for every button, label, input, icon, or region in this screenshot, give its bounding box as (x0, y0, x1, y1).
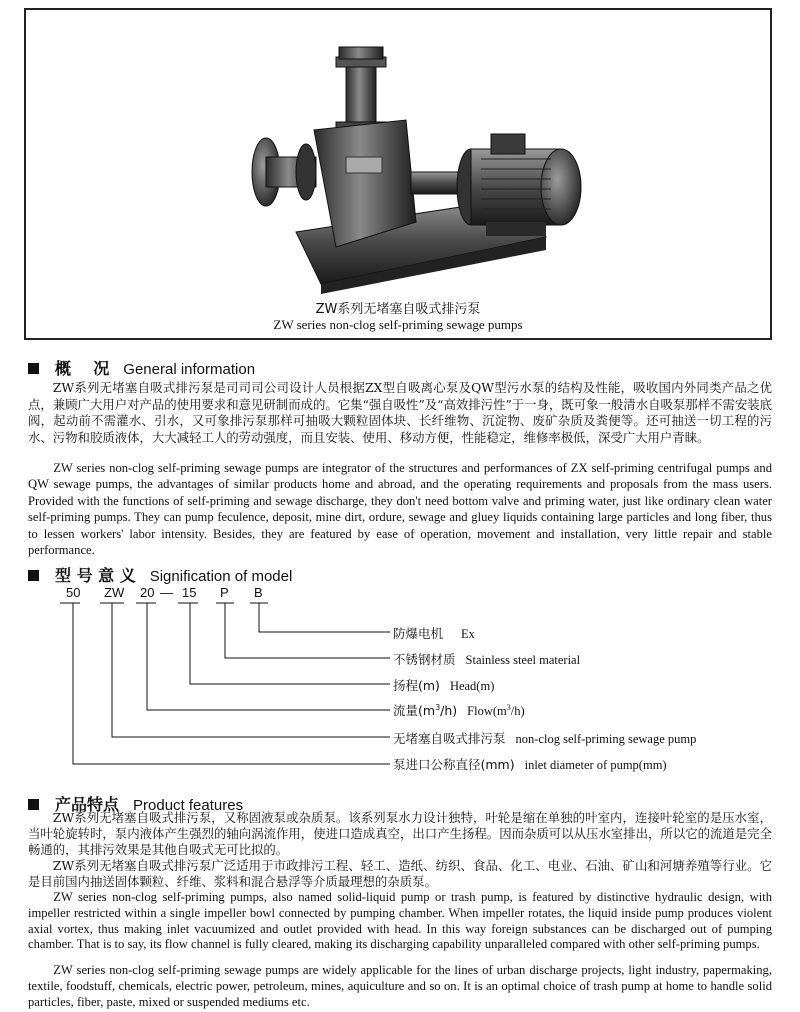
code-series: ZW (104, 585, 125, 600)
code-head: 15 (182, 585, 197, 600)
legend-row-flow (393, 701, 525, 719)
legend-row-stainless (393, 650, 580, 668)
code-explosion-proof: B (254, 585, 263, 600)
legend-series-cn: 无堵塞自吸式排污泵 (393, 731, 506, 746)
features-heading-cn: 产品特点 (55, 795, 120, 814)
photo-caption-en: ZW series non-clog self-priming sewage pumps (273, 317, 523, 332)
features-heading-en: Product features (133, 797, 244, 814)
features-paragraph-cn-1: ZW系列无堵塞自吸式排污泵，又称固液泵或杂质泵。该系列泵水力设计独特，叶轮是缩在单独的叶室内，连接叶轮室的是压水室，当叶轮旋转时，泵内液体产生强烈的轴向涡流作用，使进口造成真空，出口产生扬程。因而杂质可以从压水室排出，所以它的流道是完全畅通的，其排污效果是其他自吸式无可比拟的。 (28, 810, 772, 857)
code-dash: — (160, 585, 173, 600)
features-paragraph-en-1: ZW series non-clog self-priming pumps, also named solid-liquid pump or trash pump, is featured by distinctive hydraulic design, with impeller restricted within a single impeller bowl connected by pumping chamber. When impeller rotates, the liquid inside pump produces violent axial vortex, thus making inlet vacuumized and outlet provided with head. In this way foreign substances can be discharged out of pumping chamber. That is to say, its flow channel is fully cleared, making its discharging capability unparalleled compared with other self-priming pumps. (28, 890, 772, 952)
legend-inlet-cn: 泵进口公称直径(mm) (393, 757, 515, 772)
code-inlet-diameter: 50 (66, 585, 81, 600)
photo-caption-cn: ZW系列无堵塞自吸式排污泵 (315, 302, 481, 317)
legend-flow-en: $Flow(m^3/h)$ (467, 702, 525, 718)
general-heading-en: General information (123, 361, 256, 378)
bullet-square-icon (28, 799, 39, 810)
general-heading-cn: 概 况 (55, 359, 110, 378)
features-paragraph-cn-2: ZW系列无堵塞自吸式排污泵广泛适用于市政排污工程、轻工、造纸、纺织、食品、化工、电业、石油、矿山和河塘养殖等行业。它是目前国内抽送固体颗粒、纤维、浆料和混合悬浮等介质最理想的杂质泵。 (28, 858, 772, 889)
legend-stainless-en: Stainless steel material (465, 653, 581, 667)
legend-inlet-en: inlet diameter of pump(mm) (524, 758, 667, 772)
legend-head-cn: 扬程(m) (393, 678, 440, 693)
legend-ex-cn: 防爆电机 (393, 626, 444, 641)
legend-row-inlet (393, 755, 667, 773)
legend-ex-en: Ex (461, 627, 475, 641)
legend-row-ex (393, 624, 475, 642)
legend-row-series (393, 729, 696, 747)
code-stainless: P (220, 585, 229, 600)
code-flow: 20 (140, 585, 155, 600)
general-paragraph-cn: ZW系列无堵塞自吸式排污泵是司司司公司设计人员根据ZX型自吸离心泵及QW型污水泵的结构及性能，吸收国内外同类产品之优点，兼顾广大用户对产品的使用要求和意见研制而成的。它集“强自吸性”及“高效排污性”于一身，既可象一般清水自吸泵那样不需安装底阀，起动前不需灌水、引水，又可象排污泵那样可抽吸大颗粒固体块、长纤维物、沉淀物、废矿杂质及粪便等。还可抽送一切工程的污水、污物和胶质液体，大大减轻工人的劳动强度，而且安装、使用、移动方便，性能稳定，维修率极低，深受广大用户青睐。 (28, 380, 772, 445)
legend-stainless-cn: 不锈钢材质 (393, 652, 456, 667)
features-paragraph-en-2: ZW series non-clog self-priming sewage pumps are widely applicable for the lines of urban discharge projects, light industry, papermaking, textile, foodstuff, chemicals, electric power, petroleum, mines, aquiculture and so on. It is an optimal choice of trash pump at home to handle solid particles, fiber, paste, mixed or suspended mediums etc. (28, 963, 772, 1009)
legend-series-en: non-clog self-priming sewage pump (515, 732, 697, 746)
model-heading-en: Signification of model (149, 568, 293, 585)
model-heading-cn: 型 号 意 义 (55, 566, 136, 585)
legend-row-head (393, 676, 494, 694)
legend-flow-cn: 流量$(m^3/h)$ (393, 702, 458, 718)
general-paragraph-en: ZW series non-clog self-priming sewage pumps are integrator of the structures and performances of ZX self-priming centrifugal pumps and QW sewage pumps, the advantages of similar products home and abroad, and the operating requirements and proposals from the mass users. Provided with the functions of self-priming and sewage discharge, they don't need bottom valve and priming water, just like ordinary clean water self-priming pumps. They can pump feculence, deposit, mine dirt, ordure, sewage and gluey liquids containing large particles and long fiber, thus to lessen workers' labor intensity. Besides, they are featured by ease of operation, movement and installation, very little repair and stable performance. (28, 461, 772, 558)
legend-head-en: Head(m) (449, 679, 495, 693)
